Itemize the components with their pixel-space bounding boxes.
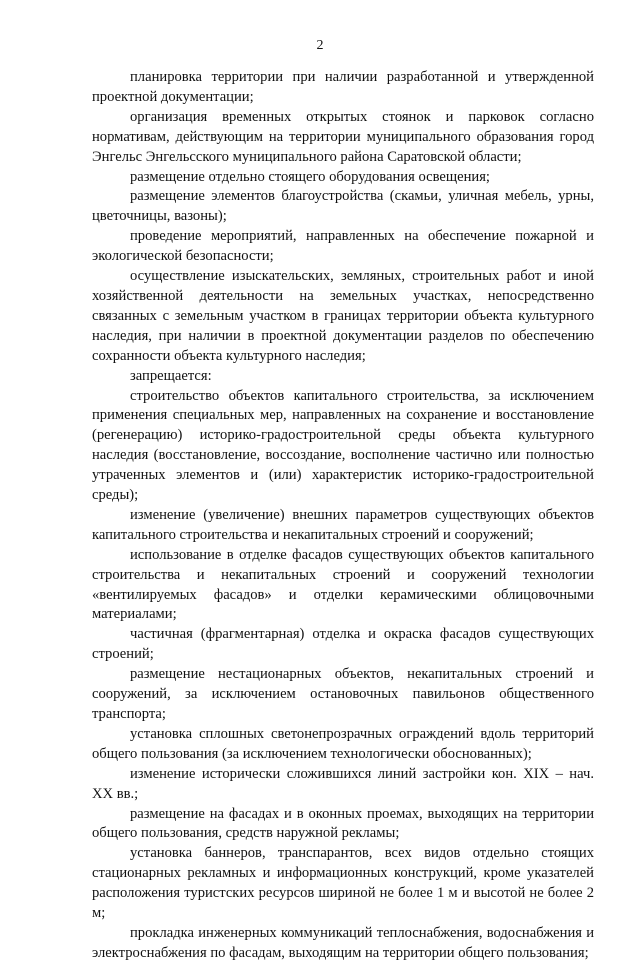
paragraph: установка сплошных светонепрозрачных ограждений вдоль территорий общего пользования (за исключением технологически обоснованных); <box>92 725 594 762</box>
paragraph: прокладка инженерных коммуникаций теплоснабжения, водоснабжения и электроснабжения по фасадам, выходящим на территории общего пользования; <box>92 924 594 961</box>
paragraph: частичная (фрагментарная) отделка и окраска фасадов существующих строений; <box>92 626 594 663</box>
paragraph: размещение нестационарных объектов, некапитальных строений и сооружений, за исключением остановочных павильонов общественного транспорта; <box>92 666 594 722</box>
paragraph: размещение элементов благоустройства (скамьи, уличная мебель, урны, цветочницы, вазоны); <box>92 188 594 225</box>
paragraph: размещение отдельно стоящего оборудования освещения; <box>130 168 490 185</box>
paragraph: изменение (увеличение) внешних параметров существующих объектов капитального строительства и некапитальных строений и сооружений; <box>92 506 594 543</box>
paragraph: использование в отделке фасадов существующих объектов капитального строительства и некапитальных строений и сооружений технологии «вентилируемых фасадов» и отделки керамическими облицовочными материалами; <box>92 546 594 623</box>
paragraph: планировка территории при наличии разработанной и утвержденной проектной документации; <box>92 69 594 105</box>
paragraph: организация временных открытых стоянок и парковок согласно нормативам, действующим на территории муниципального образования город Энгельс Энгельсского муниципального района Саратовской области; <box>92 108 594 165</box>
paragraph: строительство объектов капитального строительства, за исключением применения специальных мер, направленных на сохранение и восстановление (регенерацию) историко-градостроительной среды объекта культурного наследия (восстановление, воссоздание, восполнение частично или полностью утраченных элементов и (или) характеристик историко-градостроительной среды); <box>92 387 594 504</box>
paragraph: изменение исторически сложившихся линий застройки кон. XIX – нач. XX вв.; <box>92 765 594 802</box>
paragraph: проведение мероприятий, направленных на обеспечение пожарной и экологической безопасности; <box>92 228 594 265</box>
paragraph: осуществление изыскательских, земляных, строительных работ и иной хозяйственной деятельности на земельных участках, непосредственно связанных с земельным участком в границах территории объекта культурного наследия, при наличии в проектной документации разделов по обеспечению сохранности объекта культурного наследия; <box>92 268 594 364</box>
paragraph: установка баннеров, транспарантов, всех видов отдельно стоящих стационарных рекламных и информационных конструкций, кроме указателей расположения туристских ресурсов шириной не более 1 м и высотой не более 2 м; <box>92 845 594 922</box>
page-number: 2 <box>316 38 324 53</box>
paragraph-heading-prohibited: запрещается: <box>130 367 212 384</box>
document-body <box>92 68 594 964</box>
paragraph: размещение на фасадах и в оконных проемах, выходящих на территории общего пользования, средств наружной рекламы; <box>92 805 594 842</box>
